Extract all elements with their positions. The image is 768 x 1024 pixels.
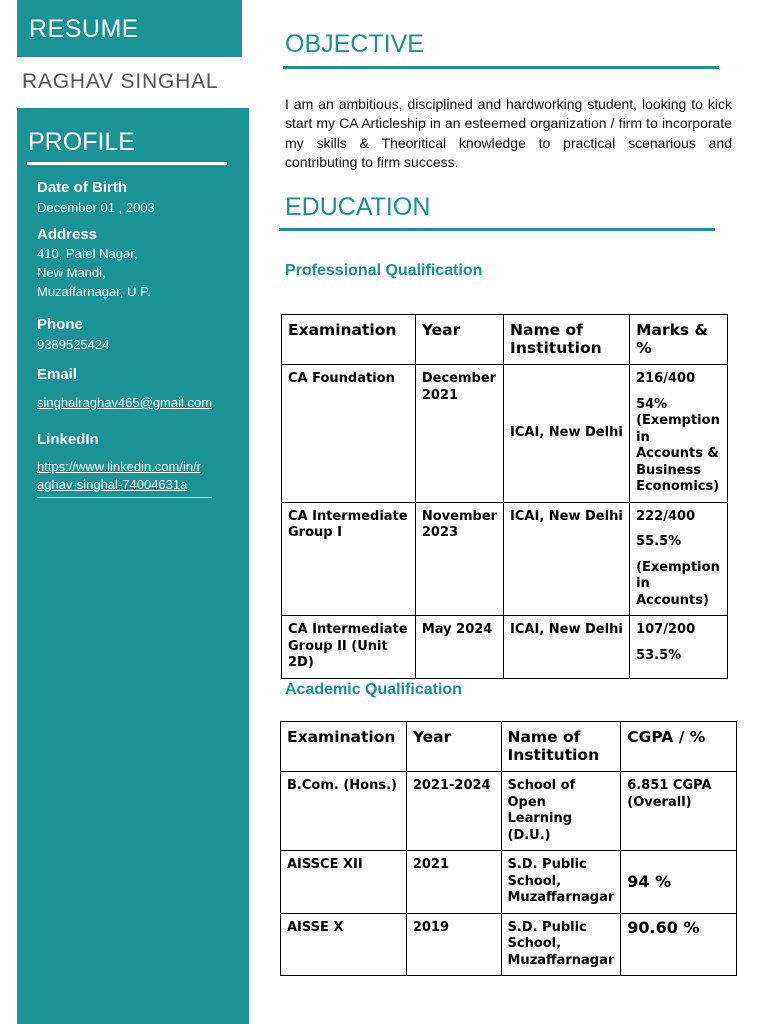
column-header: Year xyxy=(415,315,503,365)
exam-cell: AISSE X xyxy=(281,913,407,976)
address-line-3: Muzaffarnagar, U.P. xyxy=(37,284,151,299)
phone-value: 9389525424 xyxy=(37,337,110,352)
institution-cell: ICAI, New Delhi xyxy=(504,502,630,616)
linkedin-label: LinkedIn xyxy=(37,431,99,448)
column-header: CGPA / % xyxy=(621,722,737,772)
year-cell: November 2023 xyxy=(415,502,503,616)
year-cell: 2021-2024 xyxy=(406,772,501,851)
email-link[interactable]: singhalraghav465@gmail.com xyxy=(37,395,213,410)
academic-qualification-table xyxy=(280,721,737,976)
score-cell: 6.851 CGPA (Overall) xyxy=(621,772,737,851)
table-row xyxy=(281,851,737,914)
marks-percent: 53.5% xyxy=(636,647,682,663)
marks-note: (Exemption in Accounts) xyxy=(636,559,720,608)
profile-divider xyxy=(27,162,227,165)
marks-cell xyxy=(630,502,728,616)
email-label: Email xyxy=(37,366,78,383)
year-cell: 2019 xyxy=(406,913,501,976)
year-cell: May 2024 xyxy=(415,616,503,679)
table-row xyxy=(282,616,728,679)
table-row xyxy=(281,913,737,976)
linkedin-underline xyxy=(37,497,212,498)
marks-percent: 55.5% xyxy=(636,534,682,549)
profile-title: PROFILE xyxy=(28,128,135,156)
exam-cell: AISSCE XII xyxy=(281,851,407,914)
institution-cell: ICAI, New Delhi xyxy=(504,365,630,503)
candidate-name: RAGHAV SINGHAL xyxy=(22,70,219,93)
marks-cell xyxy=(630,365,728,503)
marks-score: 107/200 xyxy=(636,622,696,637)
address-line-2: New Mandi, xyxy=(37,265,106,280)
exam-cell: CA Intermediate Group I xyxy=(282,502,416,616)
exam-cell: B.Com. (Hons.) xyxy=(281,772,407,851)
marks-percent: 54% (Exemption in Accounts & Business Economics) xyxy=(636,396,720,494)
exam-cell: CA Foundation xyxy=(282,365,416,503)
objective-text: I am an ambitious, disciplined and hardworking student, looking to kick start my CA Articleship in an esteemed organization / firm to incorporate my skills & Theoritical knowledge to practical scenarious and contributing to firm success. xyxy=(285,96,732,170)
profile-sidebar xyxy=(17,108,249,1024)
institution-cell: S.D. Public School, Muzaffarnagar xyxy=(501,913,621,976)
table-row xyxy=(281,772,737,851)
academic-qualification-title: Academic Qualification xyxy=(285,681,462,698)
address-label: Address xyxy=(37,226,98,243)
table-header-row xyxy=(281,722,737,772)
year-cell: 2021 xyxy=(406,851,501,914)
column-header: Marks & % xyxy=(630,315,728,365)
marks-score: 216/400 xyxy=(636,371,696,386)
professional-qualification-table xyxy=(281,314,728,679)
dob-value: December 01 , 2003 xyxy=(37,200,155,215)
resume-banner xyxy=(17,0,242,57)
year-cell: December 2021 xyxy=(415,365,503,503)
institution-cell: School of Open Learning (D.U.) xyxy=(501,772,621,851)
institution-cell: ICAI, New Delhi xyxy=(504,616,630,679)
column-header: Name of Institution xyxy=(501,722,621,772)
dob-label: Date of Birth xyxy=(37,179,127,196)
resume-label: RESUME xyxy=(29,15,139,43)
professional-qualification-title: Professional Qualification xyxy=(285,262,483,279)
table-header-row xyxy=(282,315,728,365)
column-header: Examination xyxy=(282,315,416,365)
phone-label: Phone xyxy=(37,316,83,333)
marks-cell xyxy=(630,616,728,679)
objective-divider xyxy=(283,66,719,69)
column-header: Year xyxy=(406,722,501,772)
score-cell: 90.60 % xyxy=(621,913,737,976)
table-row xyxy=(282,365,728,503)
education-divider xyxy=(279,228,715,231)
column-header: Name of Institution xyxy=(504,315,630,365)
education-title: EDUCATION xyxy=(285,193,431,221)
marks-score: 222/400 xyxy=(636,508,696,524)
linkedin-link-line-2[interactable]: aghav-singhal-74004631a xyxy=(37,477,188,492)
exam-cell: CA Intermediate Group II (Unit 2D) xyxy=(282,616,416,679)
column-header: Examination xyxy=(281,722,407,772)
objective-title: OBJECTIVE xyxy=(285,30,424,58)
table-row xyxy=(282,502,728,616)
linkedin-link-line-1[interactable]: https://www.linkedin.com/in/r xyxy=(37,459,202,474)
score-cell: 94 % xyxy=(621,851,737,914)
address-line-1: 410, Patel Nagar, xyxy=(37,246,138,261)
institution-cell: S.D. Public School, Muzaffarnagar xyxy=(501,851,621,914)
